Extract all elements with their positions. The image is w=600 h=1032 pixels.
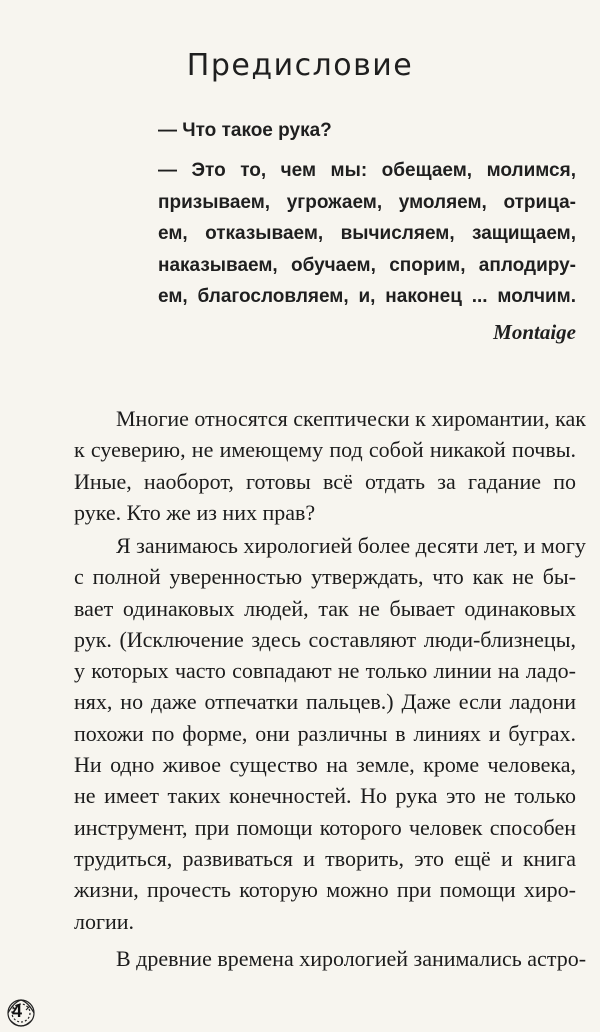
epigraph-author: Montaige: [493, 320, 576, 344]
paragraph-1: [74, 403, 586, 528]
text-line: с полной уверенностью утверждать, что как не бы-: [74, 564, 576, 590]
text-line: руке. Кто же из них прав?: [74, 499, 316, 525]
epigraph-line: наказываем, обучаем, спорим, аплодиру-: [158, 254, 576, 276]
paragraph-2: [74, 530, 586, 937]
epigraph-question-line: — Что такое рука?: [158, 120, 332, 141]
text-line: не имеет таких конечностей. Но рука это не только: [74, 783, 576, 809]
text-line: В древние времена хирологией занимались астро-: [116, 946, 587, 971]
text-line: трудиться, развиваться и творить, это ещё и книга: [74, 845, 576, 871]
epigraph-answer: [158, 155, 576, 313]
text-line: к суеверию, не имеющему под собой никакой почвы.: [74, 437, 576, 463]
page-number: 4: [12, 1001, 23, 1021]
epigraph-line: ем, отказываем, вычисляем, защищаем,: [158, 223, 576, 245]
text-line: логии.: [74, 908, 135, 934]
text-line: Иные, наоборот, готовы всё отдать за гадание по: [74, 468, 576, 494]
text-line: нях, но даже отпечатки пальцев.) Даже если ладони: [74, 689, 576, 715]
text-line: вает одинаковых людей, так не бывает одинаковых: [74, 595, 576, 621]
text-line: инструмент, при помощи которого человек способен: [74, 814, 576, 840]
text-line: Ни одно живое существо на земле, кроме человека,: [74, 752, 576, 778]
text-line: рук. (Исключение здесь составляют люди-близнецы,: [74, 626, 576, 652]
text-line: жизни, прочесть которую можно при помощи хиро-: [74, 877, 576, 903]
text-line: Я занимаюсь хирологией более десяти лет, и могу: [116, 533, 586, 558]
text-line: похожи по форме, они различны в линиях и буграх.: [74, 720, 576, 746]
epigraph-question: [158, 115, 576, 147]
epigraph-line: ем, благословляем, и, наконец ... молчим.: [158, 286, 576, 308]
epigraph-line: — Это то, чем мы: обещаем, молимся,: [158, 160, 576, 181]
epigraph-line: призываем, угрожаем, умоляем, отрица-: [158, 191, 576, 213]
text-line: у которых часто совпадают не только линии на ладо-: [74, 658, 576, 684]
text-line: Многие относятся скептически к хиромантии, как: [116, 406, 586, 431]
chapter-title: Предисловие: [186, 48, 414, 83]
paragraph-3: [74, 943, 587, 974]
